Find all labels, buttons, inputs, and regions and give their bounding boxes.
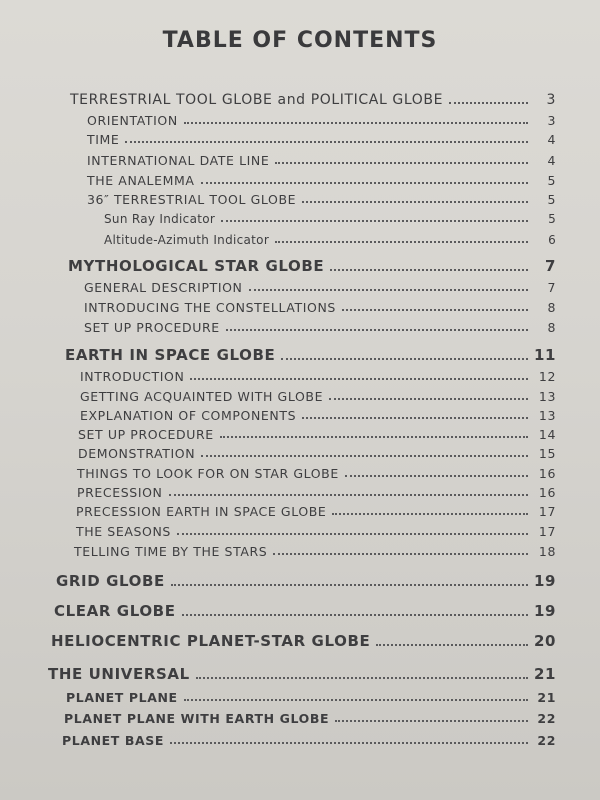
toc-page-number: 18 bbox=[538, 544, 556, 559]
toc-page-number: 21 bbox=[537, 690, 556, 705]
toc-entry bbox=[87, 168, 556, 188]
toc-label: PLANET BASE bbox=[62, 733, 165, 748]
toc-entry bbox=[78, 422, 556, 442]
leader-dots bbox=[329, 397, 528, 400]
leader-dots bbox=[249, 288, 528, 291]
toc-page-number: 22 bbox=[537, 733, 556, 748]
toc-label: MYTHOLOGICAL STAR GLOBE bbox=[68, 257, 325, 275]
leader-dots bbox=[281, 357, 528, 360]
toc-page-number: 22 bbox=[537, 711, 556, 726]
toc-entry bbox=[87, 127, 556, 147]
toc-label: GETTING ACQUAINTED WITH GLOBE bbox=[80, 389, 324, 404]
toc-entry bbox=[87, 148, 556, 168]
toc-entry bbox=[66, 685, 556, 705]
toc-page-number: 11 bbox=[534, 346, 557, 364]
toc-label: INTRODUCING THE CONSTELLATIONS bbox=[84, 300, 336, 315]
toc-entry bbox=[74, 539, 556, 559]
leader-dots bbox=[171, 583, 528, 586]
toc-entry bbox=[51, 630, 556, 650]
toc-label: THE SEASONS bbox=[76, 524, 171, 539]
leader-dots bbox=[332, 512, 528, 515]
page-title: TABLE OF CONTENTS bbox=[162, 28, 438, 53]
leader-dots bbox=[201, 181, 528, 184]
toc-page-number: 14 bbox=[538, 427, 556, 442]
toc-label: SET UP PROCEDURE bbox=[78, 427, 214, 442]
leader-dots bbox=[169, 493, 529, 496]
toc-entry bbox=[62, 728, 556, 748]
leader-dots bbox=[275, 161, 528, 164]
toc-page-number: 5 bbox=[548, 212, 556, 226]
toc-entry bbox=[76, 519, 556, 539]
toc-entry bbox=[65, 344, 556, 364]
toc-page-number: 20 bbox=[534, 632, 557, 650]
leader-dots bbox=[221, 219, 528, 222]
leader-dots bbox=[170, 741, 528, 744]
toc-entry bbox=[84, 295, 556, 315]
toc-entry bbox=[77, 480, 556, 500]
toc-entry bbox=[80, 384, 556, 404]
toc-entry bbox=[84, 315, 556, 335]
toc-page-number: 5 bbox=[547, 173, 556, 188]
toc-label: TERRESTRIAL TOOL GLOBE and POLITICAL GLOBE bbox=[70, 92, 444, 108]
toc-page-number: 13 bbox=[538, 408, 556, 423]
toc-label: PLANET PLANE WITH EARTH GLOBE bbox=[64, 711, 330, 726]
leader-dots bbox=[335, 719, 528, 722]
toc-entry bbox=[64, 706, 556, 726]
toc-label: 36″ TERRESTRIAL TOOL GLOBE bbox=[87, 192, 297, 207]
toc-entry bbox=[104, 206, 556, 226]
leader-dots bbox=[196, 676, 528, 679]
toc-page-number: 6 bbox=[548, 233, 556, 247]
toc-page-number: 12 bbox=[538, 369, 556, 384]
toc-page-number: 7 bbox=[544, 257, 556, 275]
toc-page-number: 4 bbox=[547, 132, 556, 147]
toc-page-number: 16 bbox=[538, 485, 556, 500]
leader-dots bbox=[220, 435, 528, 438]
toc-label: Sun Ray Indicator bbox=[104, 212, 216, 226]
toc-entry bbox=[54, 600, 556, 620]
toc-label: GRID GLOBE bbox=[56, 572, 165, 590]
leader-dots bbox=[226, 328, 528, 331]
leader-dots bbox=[330, 268, 528, 271]
toc-page-number: 19 bbox=[534, 572, 557, 590]
toc-page-number: 13 bbox=[538, 389, 556, 404]
toc-page-number: 3 bbox=[546, 92, 556, 108]
leader-dots bbox=[449, 101, 528, 104]
toc-label: TIME bbox=[87, 132, 120, 147]
toc-entry bbox=[87, 108, 556, 128]
toc-label: ORIENTATION bbox=[87, 113, 178, 128]
toc-page-number: 17 bbox=[538, 524, 556, 539]
toc-label: TELLING TIME BY THE STARS bbox=[74, 544, 268, 559]
leader-dots bbox=[201, 454, 528, 457]
leader-dots bbox=[177, 532, 528, 535]
toc-entry bbox=[76, 499, 556, 519]
toc-label: DEMONSTRATION bbox=[78, 446, 196, 461]
toc-label: CLEAR GLOBE bbox=[54, 602, 176, 620]
toc-label: EARTH IN SPACE GLOBE bbox=[65, 346, 276, 364]
toc-page-number: 3 bbox=[547, 113, 556, 128]
toc-page-number: 7 bbox=[547, 280, 556, 295]
toc-entry bbox=[87, 187, 556, 207]
toc-label: EXPLANATION OF COMPONENTS bbox=[80, 408, 297, 423]
toc-label: INTRODUCTION bbox=[80, 369, 185, 384]
leader-dots bbox=[190, 377, 528, 380]
leader-dots bbox=[302, 200, 528, 203]
toc-entry bbox=[78, 441, 556, 461]
toc-label: THINGS TO LOOK FOR ON STAR GLOBE bbox=[77, 466, 339, 481]
leader-dots bbox=[275, 240, 528, 243]
toc-entry bbox=[56, 570, 556, 590]
leader-dots bbox=[125, 140, 528, 143]
toc-label: THE UNIVERSAL bbox=[48, 665, 190, 683]
toc-page-number: 16 bbox=[538, 466, 556, 481]
toc-entry bbox=[70, 88, 556, 108]
toc-label: PRECESSION EARTH IN SPACE GLOBE bbox=[76, 504, 327, 519]
toc-label: Altitude-Azimuth Indicator bbox=[104, 233, 270, 247]
leader-dots bbox=[184, 698, 528, 701]
toc-entry bbox=[48, 663, 556, 683]
toc-label: HELIOCENTRIC PLANET-STAR GLOBE bbox=[51, 632, 371, 650]
toc-label: SET UP PROCEDURE bbox=[84, 320, 220, 335]
leader-dots bbox=[342, 308, 528, 311]
toc-entry bbox=[77, 461, 556, 481]
leader-dots bbox=[184, 121, 528, 124]
toc-entry bbox=[80, 403, 556, 423]
toc-entry bbox=[84, 275, 556, 295]
leader-dots bbox=[376, 643, 528, 646]
toc-page-number: 8 bbox=[547, 300, 556, 315]
toc-label: PLANET PLANE bbox=[66, 690, 178, 705]
toc-label: THE ANALEMMA bbox=[87, 173, 195, 188]
toc-page-number: 17 bbox=[538, 504, 556, 519]
toc-page-number: 8 bbox=[547, 320, 556, 335]
toc-label: INTERNATIONAL DATE LINE bbox=[87, 153, 270, 168]
toc-page-number: 21 bbox=[534, 665, 557, 683]
leader-dots bbox=[182, 613, 528, 616]
toc-entry bbox=[104, 227, 556, 247]
toc-page-number: 15 bbox=[538, 446, 556, 461]
toc-page-number: 5 bbox=[547, 192, 556, 207]
toc-entry bbox=[68, 255, 556, 275]
leader-dots bbox=[345, 474, 528, 477]
toc-page-number: 19 bbox=[534, 602, 557, 620]
toc-entry bbox=[80, 364, 556, 384]
toc-label: PRECESSION bbox=[77, 485, 163, 500]
leader-dots bbox=[273, 552, 528, 555]
toc-label: GENERAL DESCRIPTION bbox=[84, 280, 243, 295]
leader-dots bbox=[302, 416, 528, 419]
toc-page-number: 4 bbox=[547, 153, 556, 168]
